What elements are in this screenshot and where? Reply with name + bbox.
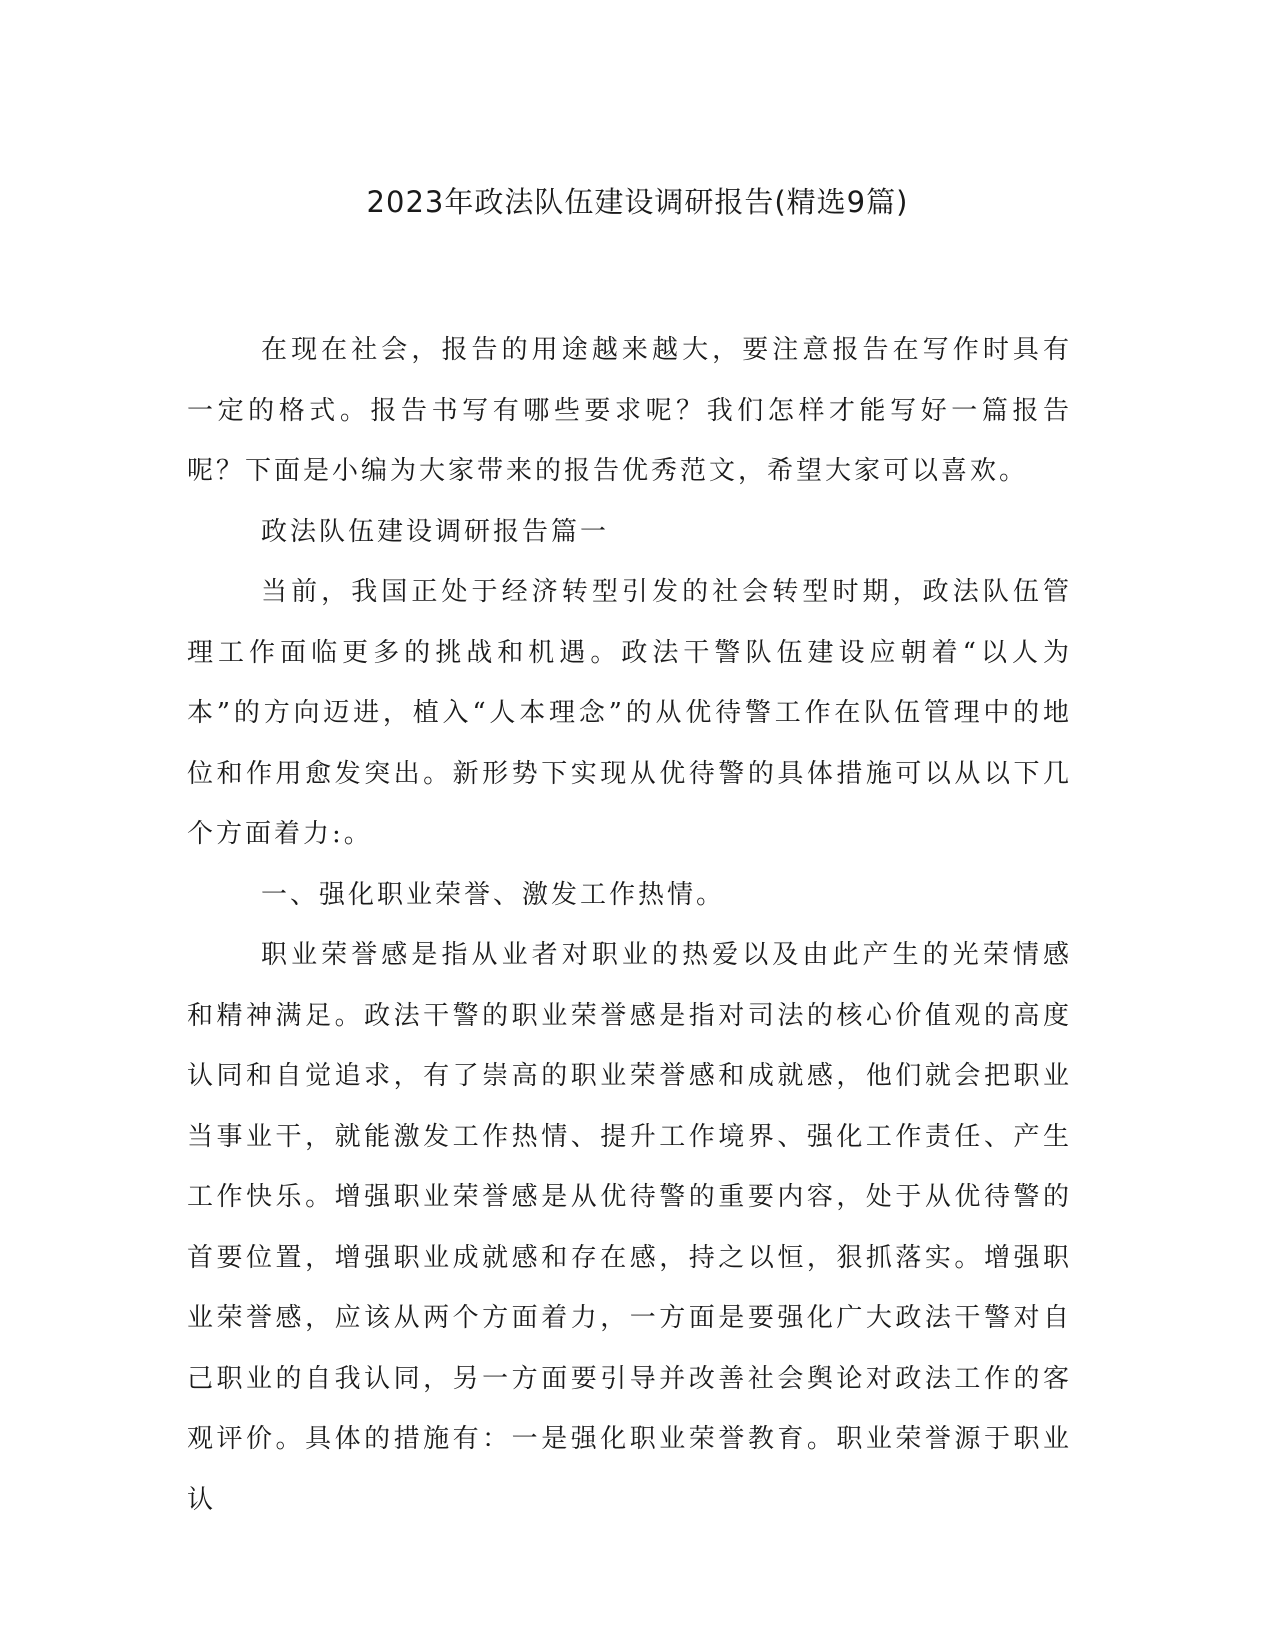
professional-honor-paragraph: 职业荣誉感是指从业者对职业的热爱以及由此产生的光荣情感和精神满足。政法干警的职业荣誉感是指对司法的核心价值观的高度认同和自觉追求，有了崇高的职业荣誉感和成就感，他们就会把职业当事业干，就能激发工作热情、提升工作境界、强化工作责任、产生工作快乐。增强职业荣誉感是从优待警的重要内容，处于从优待警的首要位置，增强职业成就感和存在感，持之以恒，狠抓落实。增强职业荣誉感，应该从两个方面着力，一方面是要强化广大政法干警对自己职业的自我认同，另一方面要引导并改善社会舆论对政法工作的客观评价。具体的措施有：一是强化职业荣誉教育。职业荣誉源于职业认 bbox=[187, 940, 1072, 1515]
intro-paragraph: 在现在社会，报告的用途越来越大，要注意报告在写作时具有一定的格式。报告书写有哪些要求呢？我们怎样才能写好一篇报告呢？下面是小编为大家带来的报告优秀范文，希望大家可以喜欢。 bbox=[187, 335, 1072, 486]
document-body bbox=[187, 320, 1072, 1530]
context-paragraph: 当前，我国正处于经济转型引发的社会转型时期，政法队伍管理工作面临更多的挑战和机遇。政法干警队伍建设应朝着“以人为本”的方向迈进，植入“人本理念”的从优待警工作在队伍管理中的地位和作用愈发突出。新形势下实现从优待警的具体措施可以从以下几个方面着力:。 bbox=[187, 577, 1072, 849]
subheading-professional-honor: 一、强化职业荣誉、激发工作热情。 bbox=[261, 879, 726, 910]
section-heading-part-one: 政法队伍建设调研报告篇一 bbox=[261, 516, 610, 547]
document-title: 2023年政法队伍建设调研报告(精选9篇) bbox=[366, 185, 909, 219]
